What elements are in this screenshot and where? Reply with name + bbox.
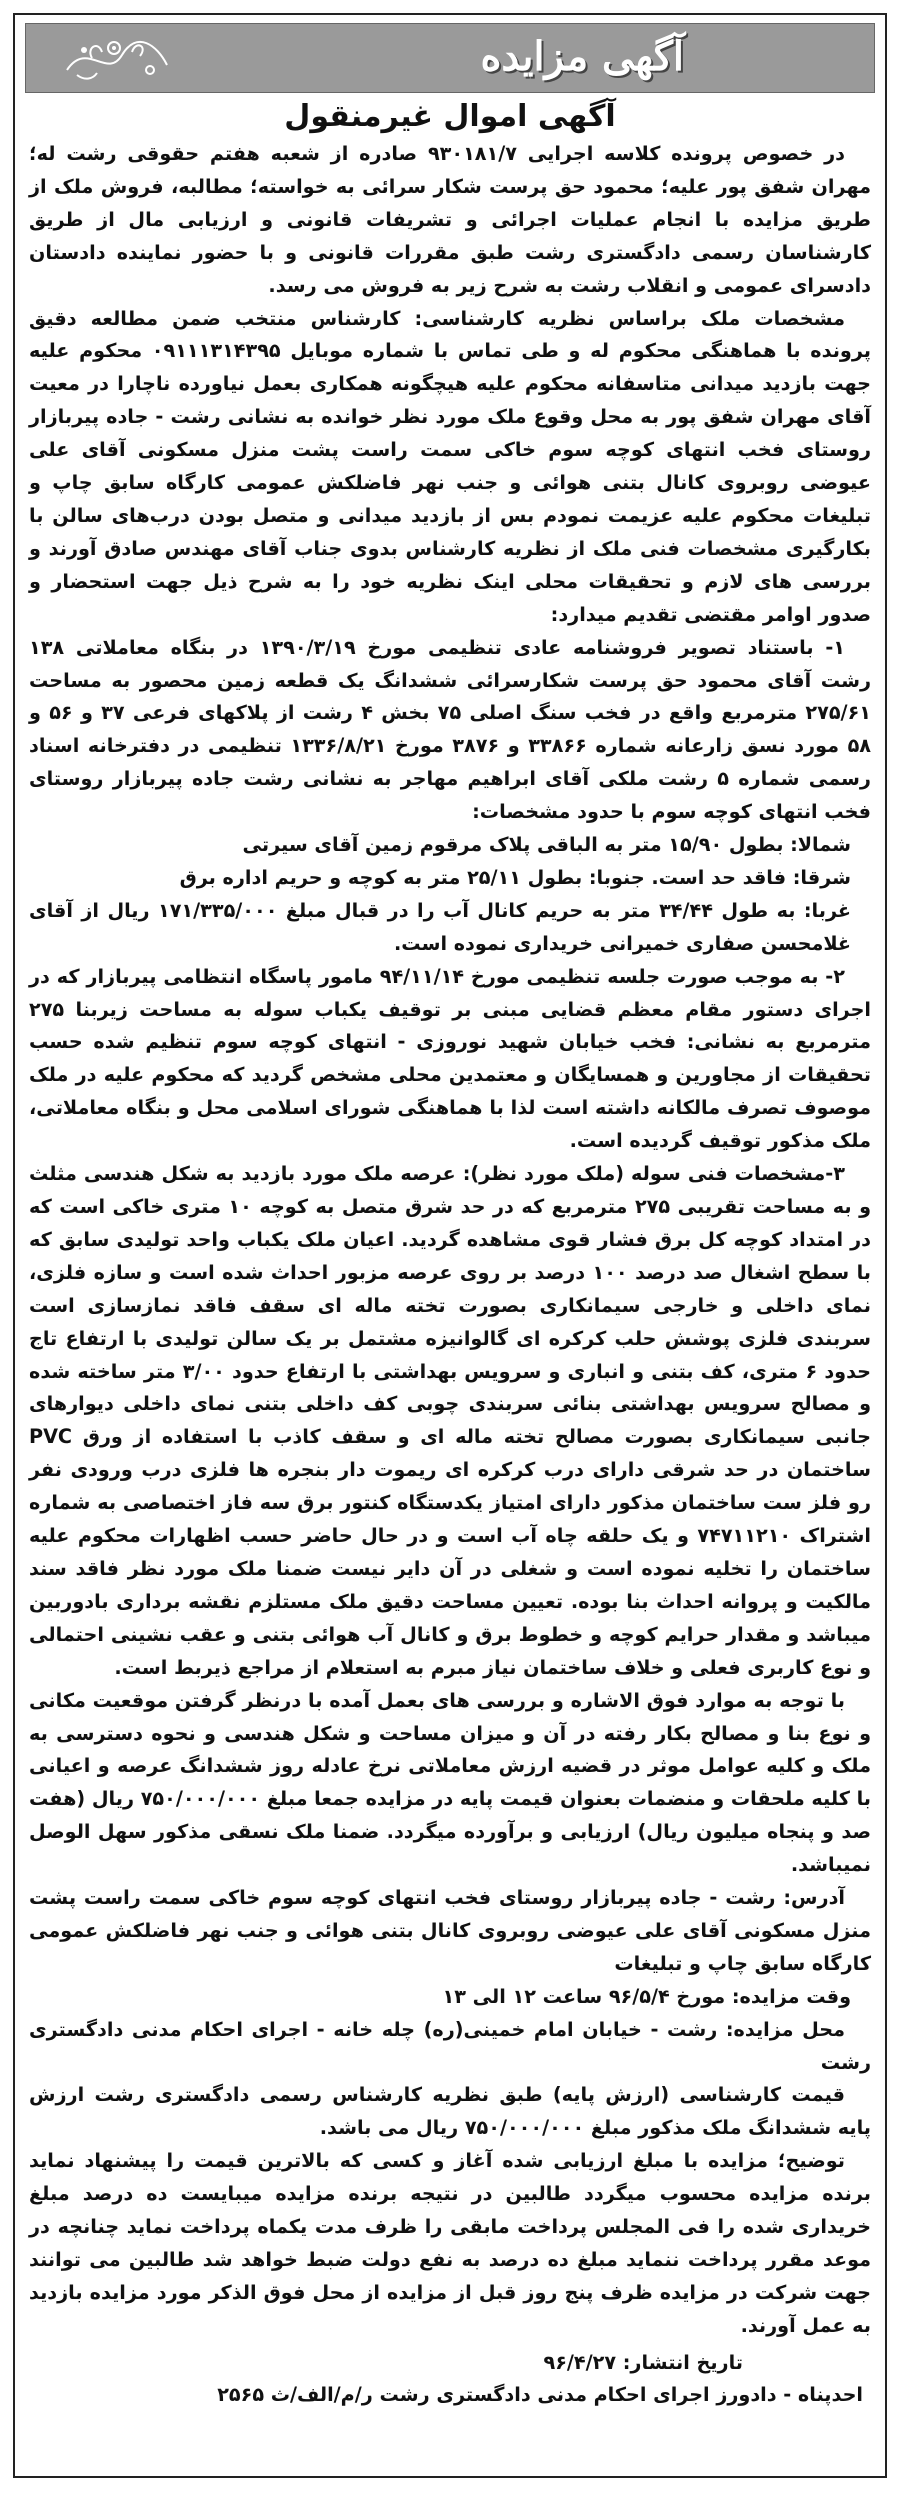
signature-block <box>15 2347 885 2411</box>
auction-time: وقت مزایده: مورخ ۹۶/۵/۴ ساعت ۱۲ الی ۱۳ <box>442 1984 851 2008</box>
boundary-east-south: شرقا: فاقد حد است. جنوبا: بطول ۲۵/۱۱ متر به کوچه و حریم اداره برق <box>179 865 851 889</box>
paragraph-property-specs: مشخصات ملک براساس نظریه کارشناسی: کارشناس منتخب ضمن مطالعه دقیق پرونده با هماهنگی محکوم له و طی تماس با شماره موبایل ۰۹۱۱۱۳۱۴۳۹۵ محکوم علیه جهت بازدید میدانی متاسفانه محکوم علیه هیچگونه همکاری بعمل نیاورده ناچارا در معیت آقای مهران شفق پور به محل وقوع ملک مورد نظر خوانده به نشانی رشت - جاده پیربازار روستای فخب انتهای کوچه سوم خاکی سمت راست پشت منزل مسکونی آقای علی عیوضی روبروی کانال بتنی هوائی و جنب نهر فاضلکش عمومی کارگاه سابق چاپ و تبلیغات محکوم علیه عزیمت نمودم بس از بازدید میدانی و متصل بودن درب‌های سالن با بکارگیری مشخصات فنی ملک از نظریه کارشناس بدوی جناب آقای مهندس صادق آورند و بررسی های لازم و تحقیقات محلی اینک نظریه خود را به شرح ذیل جهت استحضار و صدور اوامر مقتضی تقدیم میدارد: <box>29 306 871 626</box>
banner-heading: آگهی مزایده <box>480 33 684 80</box>
boundary-north: شمالا: بطول ۱۵/۹۰ متر به الباقی پلاک مرقوم زمین آقای سیرتی <box>242 833 851 857</box>
publish-date: تاریخ انتشار: ۹۶/۴/۲۷ <box>543 2350 743 2374</box>
paragraph-item-2: ۲- به موجب صورت جلسه تنظیمی مورخ ۹۴/۱۱/۱۴ مامور پاسگاه انتظامی پیربازار که در اجرای دستور مقام معظم قضایی مبنی بر توقیف یکباب سوله به مساحت زیربنا ۲۷۵ مترمربع به نشانی: فخب خیابان شهید نوروزی - انتهای کوچه سوم تنظیم شده حسب تحقیقات از مجاورین و همسایگان و معتمدین محلی مشخص گردید که محکوم علیه در ملک موصوف تصرف مالکانه داشته است لذا با هماهنگی شورای اسلامی محل و بنگاه معاملاتی، ملک مذکور توقیف گردیده است. <box>29 964 871 1153</box>
boundary-west: غربا: به طول ۳۴/۴۴ متر به حریم کانال آب را در قبال مبلغ ۱۷۱/۳۳۵/۰۰۰ ریال از آقای غلامحسن صفاری خمیرانی خریداری نموده است. <box>29 898 851 955</box>
auction-location: محل مزایده: رشت - خیابان امام خمینی(ره) چله خانه - اجرای احکام مدنی دادگستری رشت <box>29 2017 871 2074</box>
notice-body <box>15 138 885 2343</box>
signature-line: احدپناه - دادورز اجرای احکام مدنی دادگستری رشت ر/م/الف/ث ۲۵۶۵ <box>217 2382 863 2406</box>
paragraph-valuation: با توجه به موارد فوق الاشاره و بررسی های بعمل آمده با درنظر گرفتن موقعیت مکانی و نوع بنا و مصالح بکار رفته در آن و میزان مساحت و شکل هندسی و نحوه دسترسی به ملک و کلیه عوامل موثر در قضیه ارزش معاملاتی نرخ عادله روز ششدانگ عرصه و اعیانی با کلیه ملحقات و منضمات بعنوان قیمت پایه در مزایده جمعا مبلغ ۷۵۰/۰۰۰/۰۰۰ ریال (هفت صد و پنجاه میلیون ریال) ارزیابی و برآورده میگردد. ضمنا ملک نسقی مذکور سهل الوصل نمیباشد. <box>29 1688 871 1877</box>
page-title: آگهی اموال غیرمنقول <box>284 99 616 134</box>
paragraph-item-1: ۱- باستناد تصویر فروشنامه عادی تنظیمی مورخ ۱۳۹۰/۳/۱۹ در بنگاه معاملاتی ۱۳۸ رشت آقای محمود حق پرست شکارسرائی ششدانگ یک قطعه زمین محصور به مساحت ۲۷۵/۶۱ مترمربع واقع در فخب سنگ اصلی ۷۵ بخش ۴ رشت از پلاکهای فرعی ۳۷ و ۵۶ و ۵۸ مورد نسق زارعانه شماره ۳۳۸۶۶ و ۳۸۷۶ مورخ ۱۳۳۶/۸/۲۱ تنظیمی در دفترخانه اسناد رسمی شماره ۵ رشت ملکی آقای ابراهیم مهاجر به نشانی رشت جاده پیربازار روستای فخب انتهای کوچه سوم با حدود مشخصات: <box>29 635 871 824</box>
paragraph-intro: در خصوص پرونده کلاسه اجرایی ۹۳۰۱۸۱/۷ صادره از شعبه هفتم حقوقی رشت له؛ مهران شفق پور علیه؛ محمود حق پرست شکار سرائی به خواسته؛ مطالبه، فروش ملک از طریق مزایده با انجام عملیات اجرائی و تشریفات قانونی و ارزیابی مال از طریق کارشناسان رسمی دادگستری رشت طبق مقررات قانونی و با حضور نماینده دادستان دادسرای عمومی و انقلاب رشت به شرح زیر به فروش می رسد. <box>29 142 871 297</box>
paragraph-explanation: توضیح؛ مزایده با مبلغ ارزیابی شده آغاز و کسی که بالاترین قیمت را پیشنهاد نماید برنده مزایده محسوب میگردد طالبین در نتیجه برنده مزایده میبایست ده درصد مبلغ خریداری شده را فی المجلس پرداخت مابقی را ظرف مدت یکماه پرداخت نماید چنانچه در موعد مقرر پرداخت ننماید مبلغ ده درصد به نفع دولت ضبط خواهد شد طالبین می توانند جهت شرکت در مزایده ظرف پنج روز قبل از مزایده از محل فوق الذکر مورد مزایده بازدید به عمل آورند. <box>29 2149 871 2337</box>
paragraph-item-3: ۳-مشخصات فنی سوله (ملک مورد نظر): عرصه ملک مورد بازدید به شکل هندسی مثلث و به مساحت تقریبی ۲۷۵ مترمربع که در حد شرق متصل به کوچه ۱۰ متری خاکی است که در امتداد کوچه کل برق فشار قوی مشاهده گردید. اعیان ملک یکباب واحد تولیدی سابق که با سطح اشغال صد درصد ۱۰۰ درصد بر روی عرصه مزبور احداث شده است و سازه فلزی، نمای داخلی و خارجی سیمانکاری بصورت تخته ماله ای سقف فاقد نمازسازی است سربندی فلزی پوشش حلب کرکره ای گالوانیزه مشتمل بر یک سالن تولیدی با ارتفاع تاج حدود ۶ متری، کف بتنی و انباری و سرویس بهداشتی با ارتفاع حدود ۳/۰۰ متر ساخته شده و مصالح سرویس بهداشتی بنائی سربندی چوبی کف داخلی بتنی نمای داخلی دیوارهای جانبی سیمانکاری بصورت مصالح تخته ماله ای و سقف کاذب با استفاده از ورق PVC ساختمان در حد شرقی دارای درب کرکره ای ریموت دار بنجره ها فلزی درب ورودی نفر رو فلز ست ساختمان مذکور دارای امتیاز یکدستگاه کنتور برق سه فاز اختصاصی به شماره اشتراک ۷۴۷۱۱۲۱۰ و یک حلقه چاه آب است و در حال حاضر حسب اظهارات محکوم علیه ساختمان را تخلیه نموده است و شغلی در آن دایر نیست ضمنا ملک مورد نظر فاقد سند مالکیت و پروانه احداث بنا بوده. تعیین مساحت دقیق ملک مستلزم نقشه برداری بادوربین میباشد و مقدار حرایم کوچه و خطوط برق و کانال آب هوائی بتنی و عقب نشینی احتمالی و نوع کاربری فعلی و خلاف ساختمان نیاز مبرم به استعلام از مراجع ذیربط است. <box>29 1162 871 1679</box>
floral-ornament-icon <box>62 30 172 88</box>
header-banner <box>25 23 875 93</box>
paragraph-address: آدرس: رشت - جاده پیربازار روستای فخب انتهای کوچه سوم خاکی سمت راست پشت منزل مسکونی آقای علی عیوضی روبروی کانال بتنی هوائی و جنب نهر فاضلکش عمومی کارگاه سابق چاپ و تبلیغات <box>29 1886 871 1975</box>
base-price: قیمت کارشناسی (ارزش پایه) طبق نظریه کارشناس رسمی دادگستری رشت ارزش پایه ششدانگ ملک مذکور مبلغ ۷۵۰/۰۰۰/۰۰۰ ریال می باشد. <box>29 2083 871 2140</box>
notice-page <box>13 13 887 2478</box>
